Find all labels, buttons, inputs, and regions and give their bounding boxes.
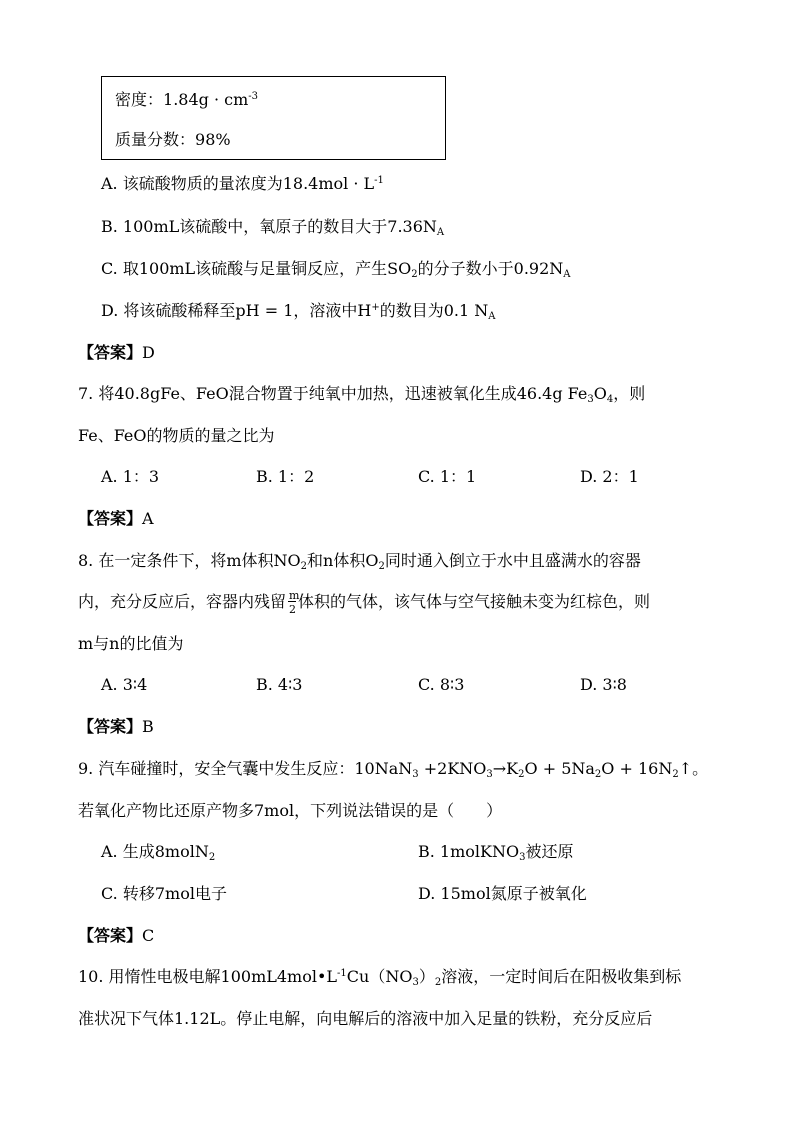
- q8-mid: 和n体积O: [307, 551, 379, 570]
- q10-sub-2: 2: [434, 977, 442, 988]
- q7-line-2: Fe、FeO的物质的量之比为: [78, 426, 275, 445]
- q9-option-a: [101, 842, 215, 862]
- answer-8: [78, 717, 154, 737]
- q9-option-c: C. 转移7mol电子: [101, 884, 227, 903]
- q6-option-b: [101, 217, 444, 237]
- q9-a-sub: 2: [208, 852, 216, 863]
- q6-d-mid: 的数目为0.1 N: [379, 301, 489, 320]
- q7-option-b: B. 1：2: [256, 467, 315, 486]
- q10-tail: 溶液，一定时间后在阳极收集到标: [441, 967, 682, 986]
- q7-sub-3: 3: [587, 394, 594, 405]
- q8-option-d: D. 3∶8: [580, 675, 627, 694]
- q6-a-exponent: -1: [374, 175, 384, 186]
- q10-line-2: 准状况下气体1.12L。停止电解，向电解后的溶液中加入足量的铁粉，充分反应后: [78, 1009, 653, 1028]
- q6-option-d: [101, 301, 496, 321]
- q8-line-1: [78, 551, 641, 571]
- q6-a-text: A. 该硫酸物质的量浓度为: [101, 174, 283, 193]
- q9-option-d: D. 15mol氮原子被氧化: [418, 884, 587, 903]
- q9-a-text: A. 生成8molN: [101, 842, 209, 861]
- q6-option-c: [101, 259, 571, 279]
- q9-text: 9. 汽车碰撞时，安全气囊中发生反应：10NaN: [78, 759, 413, 778]
- q10-sup: -1: [337, 968, 347, 979]
- q6-b-text: B. 100mL该硫酸中，氧原子的数目大于7.36N: [101, 217, 437, 236]
- q8-text: 8. 在一定条件下，将m体积NO: [78, 551, 301, 570]
- q6-c-mid: 的分子数小于0.92N: [417, 259, 564, 278]
- answer-6: [78, 343, 155, 363]
- q7-text: 7. 将40.8gFe、FeO混合物置于纯氧中加热，迅速被氧化生成46.4g Fe: [78, 384, 588, 403]
- q7-line-1: [78, 384, 645, 404]
- q6-d-sup: +: [371, 302, 380, 313]
- q7-oxygen: O: [593, 384, 607, 403]
- answer-value: D: [142, 343, 155, 362]
- q6-d-text: D. 将该硫酸稀释至pH = 1，溶液中H: [101, 301, 372, 320]
- answer-9: [78, 926, 154, 946]
- mass-label: 质量分数：: [115, 130, 196, 149]
- q8-line-2: [78, 589, 651, 616]
- q8-line2-post: 体积的气体，该气体与空气接触未变为红棕色，则: [298, 592, 651, 611]
- mass-fraction-line: [115, 130, 231, 150]
- fraction-numerator: m: [289, 589, 300, 602]
- q9-option-b: [418, 842, 574, 862]
- density-line: [115, 90, 258, 110]
- q9-sub: 3: [486, 769, 493, 780]
- q6-d-sub: A: [488, 311, 496, 322]
- q10-sub: 3: [412, 977, 419, 988]
- q8-option-a: A. 3∶4: [101, 675, 148, 694]
- answer-label: 【答案】: [78, 717, 143, 736]
- q9-b-text: B. 1molKNO: [418, 842, 520, 861]
- density-exponent: -3: [248, 91, 259, 102]
- q7-tail: ，则: [613, 384, 646, 403]
- q9-b-tail: 被还原: [525, 842, 574, 861]
- q10-mid: Cu（NO: [346, 967, 413, 986]
- q9-part: ↑。: [678, 759, 709, 778]
- q9-sub: 2: [594, 769, 602, 780]
- q8-option-c: C. 8∶3: [418, 675, 465, 694]
- density-value: 1.84g · cm: [163, 90, 249, 109]
- q6-b-sub: A: [436, 227, 445, 238]
- answer-value: A: [142, 509, 154, 528]
- fraction-denominator: 2: [289, 603, 297, 616]
- q6-c-text: C. 取100mL该硫酸与足量铜反应，产生SO: [101, 259, 412, 278]
- q8-line-3: m与n的比值为: [78, 634, 184, 653]
- q9-sub: 3: [412, 769, 419, 780]
- q10-text: 10. 用惰性电极电解100mL4mol•L: [78, 967, 338, 986]
- q9-part: O + 16N: [601, 759, 673, 778]
- q10-close: ）: [418, 967, 435, 986]
- answer-7: [78, 509, 154, 529]
- q10-line-1: [78, 967, 681, 987]
- q6-c-sub-so2: 2: [411, 269, 418, 280]
- answer-value: B: [142, 717, 154, 736]
- q9-part: +2KNO: [418, 759, 487, 778]
- answer-label: 【答案】: [78, 926, 143, 945]
- fraction-m-over-2: [286, 589, 300, 616]
- answer-label: 【答案】: [78, 343, 143, 362]
- q7-option-a: A. 1：3: [101, 467, 160, 486]
- q8-tail: 同时通入倒立于水中且盛满水的容器: [384, 551, 641, 570]
- density-label: 密度：: [115, 90, 164, 109]
- q6-c-sub: A: [563, 269, 571, 280]
- q9-line-1: [78, 759, 708, 779]
- q9-sub: 2: [672, 769, 679, 780]
- answer-value: C: [142, 926, 155, 945]
- q9-part: O + 5Na: [524, 759, 595, 778]
- q8-line2-pre: 内，充分反应后，容器内残留: [78, 592, 287, 611]
- mass-value: 98%: [195, 130, 231, 149]
- q8-sub-no2: 2: [300, 561, 308, 572]
- q6-a-value: 18.4mol · L: [282, 174, 375, 193]
- q8-option-b: B. 4∶3: [256, 675, 303, 694]
- q9-b-sub: 3: [519, 852, 526, 863]
- q9-part: →K: [492, 759, 519, 778]
- q9-sub: 2: [518, 769, 525, 780]
- answer-label: 【答案】: [78, 509, 143, 528]
- q8-sub-o2: 2: [378, 561, 385, 572]
- q7-option-c: C. 1：1: [418, 467, 477, 486]
- q6-option-a: [101, 174, 384, 194]
- q9-line-2: 若氧化产物比还原产物多7mol，下列说法错误的是（ ）: [78, 801, 503, 820]
- q7-option-d: D. 2：1: [580, 467, 639, 486]
- q7-sub-4: 4: [606, 394, 614, 405]
